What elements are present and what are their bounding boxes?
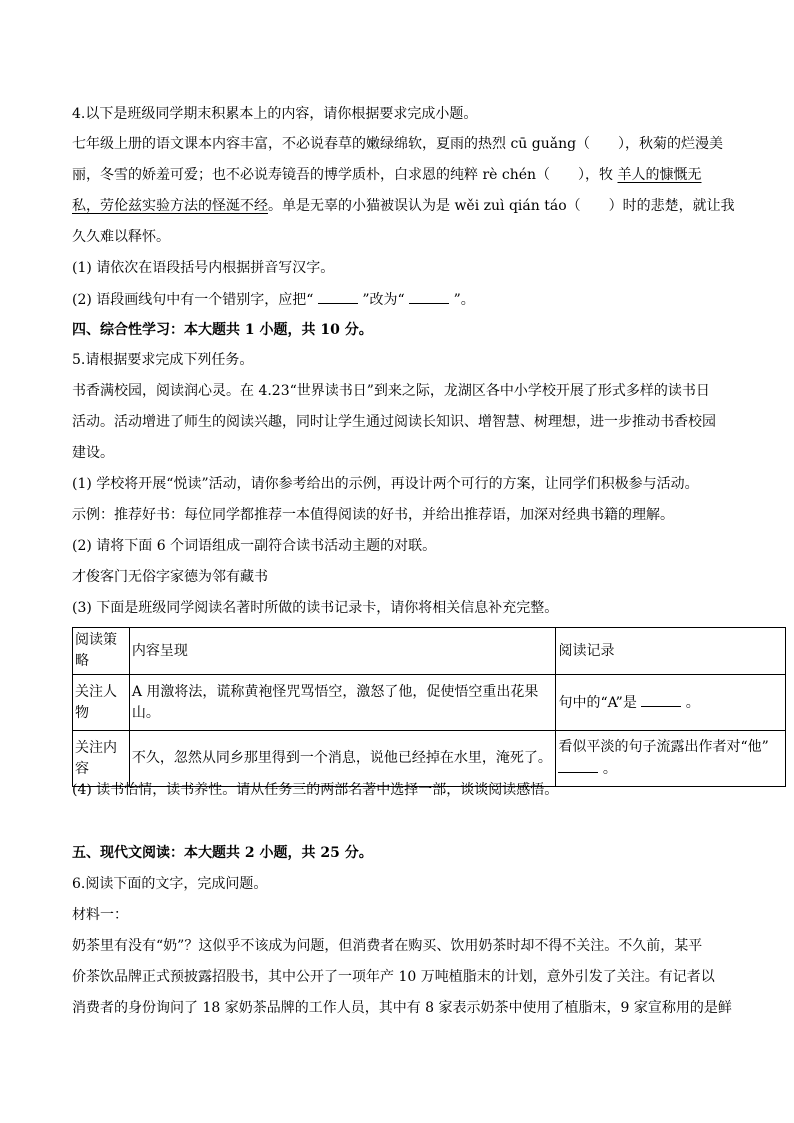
- underlined-sentence: 私，劳伦兹实验方法的怪涎不经: [72, 198, 268, 214]
- q4-paragraph-line: [72, 165, 722, 185]
- q5-paragraph-line: 活动。活动增进了师生的阅读兴趣，同时让学生通过阅读长知识、增智慧、树理想，进一步推动书香校园: [72, 414, 716, 430]
- q5-paragraph-line: 书香满校园，阅读润心灵。在 4.23“世界读书日”到来之际，龙湖区各中小学校开展了形式多样的读书日: [72, 383, 710, 399]
- q6-paragraph-line: 奶茶里有没有“奶”？这似乎不该成为问题，但消费者在购买、饮用奶茶时却不得不关注。不久前，某平: [72, 938, 703, 954]
- q6-paragraph-line: 消费者的身份询问了 18 家奶茶品牌的工作人员，其中有 8 家表示奶茶中使用了植脂末，9 家宣称用的是鲜: [72, 1000, 732, 1016]
- q4-paragraph-line: [72, 196, 735, 216]
- question-5-title: 5.请根据要求完成下列任务。: [72, 352, 254, 368]
- table-header-row: [73, 628, 786, 675]
- reading-record-table: [72, 627, 786, 787]
- q6-paragraph-line: 价茶饮品牌正式预披露招股书，其中公开了一项年产 10 万吨植脂末的计划，意外引发了关注。有记者以: [72, 969, 715, 985]
- answer-blank[interactable]: [318, 289, 358, 304]
- q5-paragraph-line: 建设。: [72, 445, 114, 461]
- q4-paragraph-line: 七年级上册的语文课本内容丰富，不必说春草的嫩绿绵软，夏雨的热烈 cū guǎng（ ），秋菊的烂漫美: [72, 136, 724, 152]
- q5-sub-question-1: (1) 学校将开展“悦读”活动，请你参考给出的示例，再设计两个可行的方案，让同学们积极参与活动。: [72, 476, 699, 492]
- header-cell: 阅读记录: [556, 628, 786, 675]
- record-text: 句中的“A”是: [558, 694, 637, 711]
- q4-text: ”。: [453, 292, 475, 308]
- couplet-words: 才俊客门无俗字家德为邻有藏书: [72, 569, 268, 585]
- section-5-heading: 五、现代文阅读：本大题共 2 小题，共 25 分。: [72, 845, 373, 861]
- q4-sub-question-2: [72, 289, 722, 310]
- record-cell: [556, 675, 786, 731]
- q4-text: 。单是无辜的小猫被误认为是 wěi zuì qián táo（ ）时的悲楚，就让我: [268, 198, 735, 214]
- content-cell: A 用激将法，谎称黄袍怪咒骂悟空，激怒了他，促使悟空重出花果山。: [129, 675, 556, 731]
- record-text: 。: [602, 761, 617, 777]
- question-6-title: 6.阅读下面的文字，完成问题。: [72, 876, 268, 892]
- record-text: 看似平淡的句子流露出作者对“他”: [558, 739, 769, 755]
- content-cell: 不久，忽然从同乡那里得到一个消息，说他已经掉在水里，淹死了。: [129, 731, 556, 787]
- material-label: 材料一：: [72, 907, 128, 923]
- table-row: [73, 675, 786, 731]
- section-4-heading: 四、综合性学习：本大题共 1 小题，共 10 分。: [72, 322, 373, 338]
- q4-text: 丽，冬雪的娇羞可爱；也不必说寿镜吾的博学质朴，白求恩的纯粹 rè chén（ ），牧: [72, 167, 618, 183]
- strategy-cell: 关注人物: [73, 675, 130, 731]
- underlined-sentence: 羊人的慷慨无: [617, 167, 702, 183]
- record-text: 。: [685, 694, 700, 711]
- header-cell: 阅读策略: [73, 628, 130, 675]
- q4-paragraph-line: 久久难以释怀。: [72, 229, 170, 245]
- strategy-cell: 关注内容: [73, 731, 130, 787]
- q5-sub-question-4: (4) 读书怡情，读书养性。请从任务三的两部名著中选择一部，谈谈阅读感悟。: [72, 782, 559, 798]
- table-row: [73, 731, 786, 787]
- q4-sub-question-1: (1) 请依次在语段括号内根据拼音写汉字。: [72, 260, 335, 276]
- q5-sub-question-2: (2) 请将下面 6 个词语组成一副符合读书活动主题的对联。: [72, 538, 437, 554]
- record-cell: [556, 731, 786, 787]
- q4-text: ”改为“: [362, 292, 405, 308]
- q5-sub-question-3: (3) 下面是班级同学阅读名著时所做的读书记录卡，请你将相关信息补充完整。: [72, 600, 559, 616]
- header-cell: 内容呈现: [129, 628, 556, 675]
- answer-blank[interactable]: [641, 692, 681, 707]
- answer-blank[interactable]: [558, 758, 598, 773]
- q4-text: (2) 语段画线句中有一个错别字，应把“: [72, 292, 314, 308]
- question-4-title: 4.以下是班级同学期末积累本上的内容，请你根据要求完成小题。: [72, 106, 478, 122]
- answer-blank[interactable]: [409, 289, 449, 304]
- q5-example: 示例：推荐好书：每位同学都推荐一本值得阅读的好书，并给出推荐语，加深对经典书籍的理解。: [72, 507, 674, 523]
